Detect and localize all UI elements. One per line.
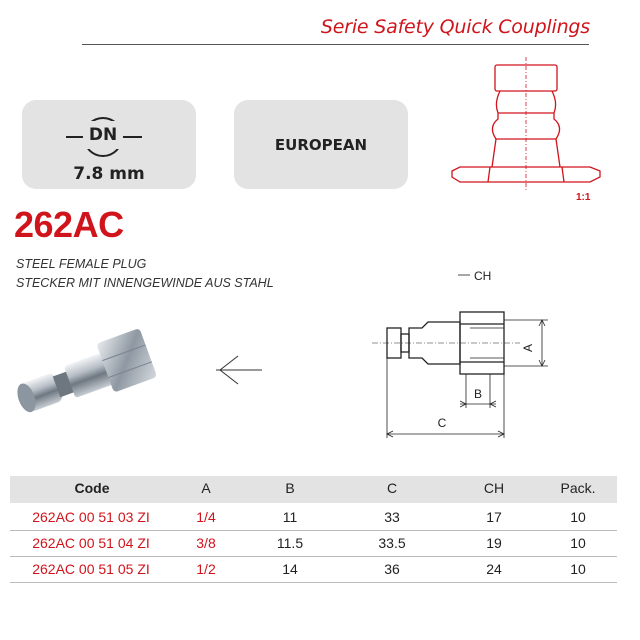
title-divider (82, 44, 589, 45)
table-row-2-ch: 19 (486, 535, 502, 551)
table-row-2-pack: 10 (570, 535, 586, 551)
description-german: STECKER MIT INNENGEWINDE AUS STAHL (16, 276, 274, 290)
table-row-divider (10, 530, 617, 531)
column-header-a: A (201, 480, 211, 496)
product-photo (8, 308, 168, 428)
table-row-1-ch: 17 (486, 509, 502, 525)
description-english: STEEL FEMALE PLUG (16, 257, 147, 271)
table-row-3-pack: 10 (570, 561, 586, 577)
table-row-3-b: 14 (282, 561, 298, 577)
dn-value: 7.8 mm (73, 164, 145, 184)
column-header-c: C (386, 480, 398, 496)
table-row-3-ch: 24 (486, 561, 502, 577)
technical-drawing (370, 262, 570, 442)
table-row-1-a: 1/4 (196, 509, 216, 525)
table-row-2-code: 262AC 00 51 04 ZI (32, 535, 150, 551)
table-row-3-c: 36 (384, 561, 400, 577)
table-row-1-code: 262AC 00 51 03 ZI (32, 509, 150, 525)
table-row-1-b: 11 (282, 509, 298, 525)
arrow-left-icon (210, 350, 270, 390)
column-header-code: Code (74, 480, 110, 496)
table-row-divider (10, 556, 617, 557)
table-row-1-pack: 10 (570, 509, 586, 525)
profile-neck-left (492, 91, 500, 139)
series-title: Serie Safety Quick Couplings (320, 16, 590, 38)
table-row-3-code: 262AC 00 51 05 ZI (32, 561, 150, 577)
profile-drawing-1to1 (440, 55, 610, 195)
dn-label: DN (83, 121, 123, 149)
profile-neck-right (552, 91, 560, 139)
table-row-2-c: 33.5 (378, 535, 406, 551)
table-row-2-a: 3/8 (196, 535, 216, 551)
standard-label: EUROPEAN (274, 136, 368, 154)
dimension-ch: CH (474, 269, 492, 283)
profile-hex-edge-left (488, 167, 490, 182)
table-row-divider (10, 582, 617, 583)
table-row-2-b: 11.5 (276, 535, 304, 551)
column-header-b: B (285, 480, 295, 496)
table-row-3-a: 1/2 (196, 561, 216, 577)
product-code: 262AC (14, 204, 124, 245)
scale-label: 1:1 (576, 192, 591, 203)
dimension-a: A (521, 343, 535, 353)
table-row-1-c: 33 (384, 509, 400, 525)
column-header-pack: Pack. (560, 480, 596, 496)
column-header-ch: CH (483, 480, 505, 496)
dimension-c: C (437, 416, 447, 430)
profile-hex-edge-right (562, 167, 564, 182)
dimension-b: B (473, 387, 483, 401)
